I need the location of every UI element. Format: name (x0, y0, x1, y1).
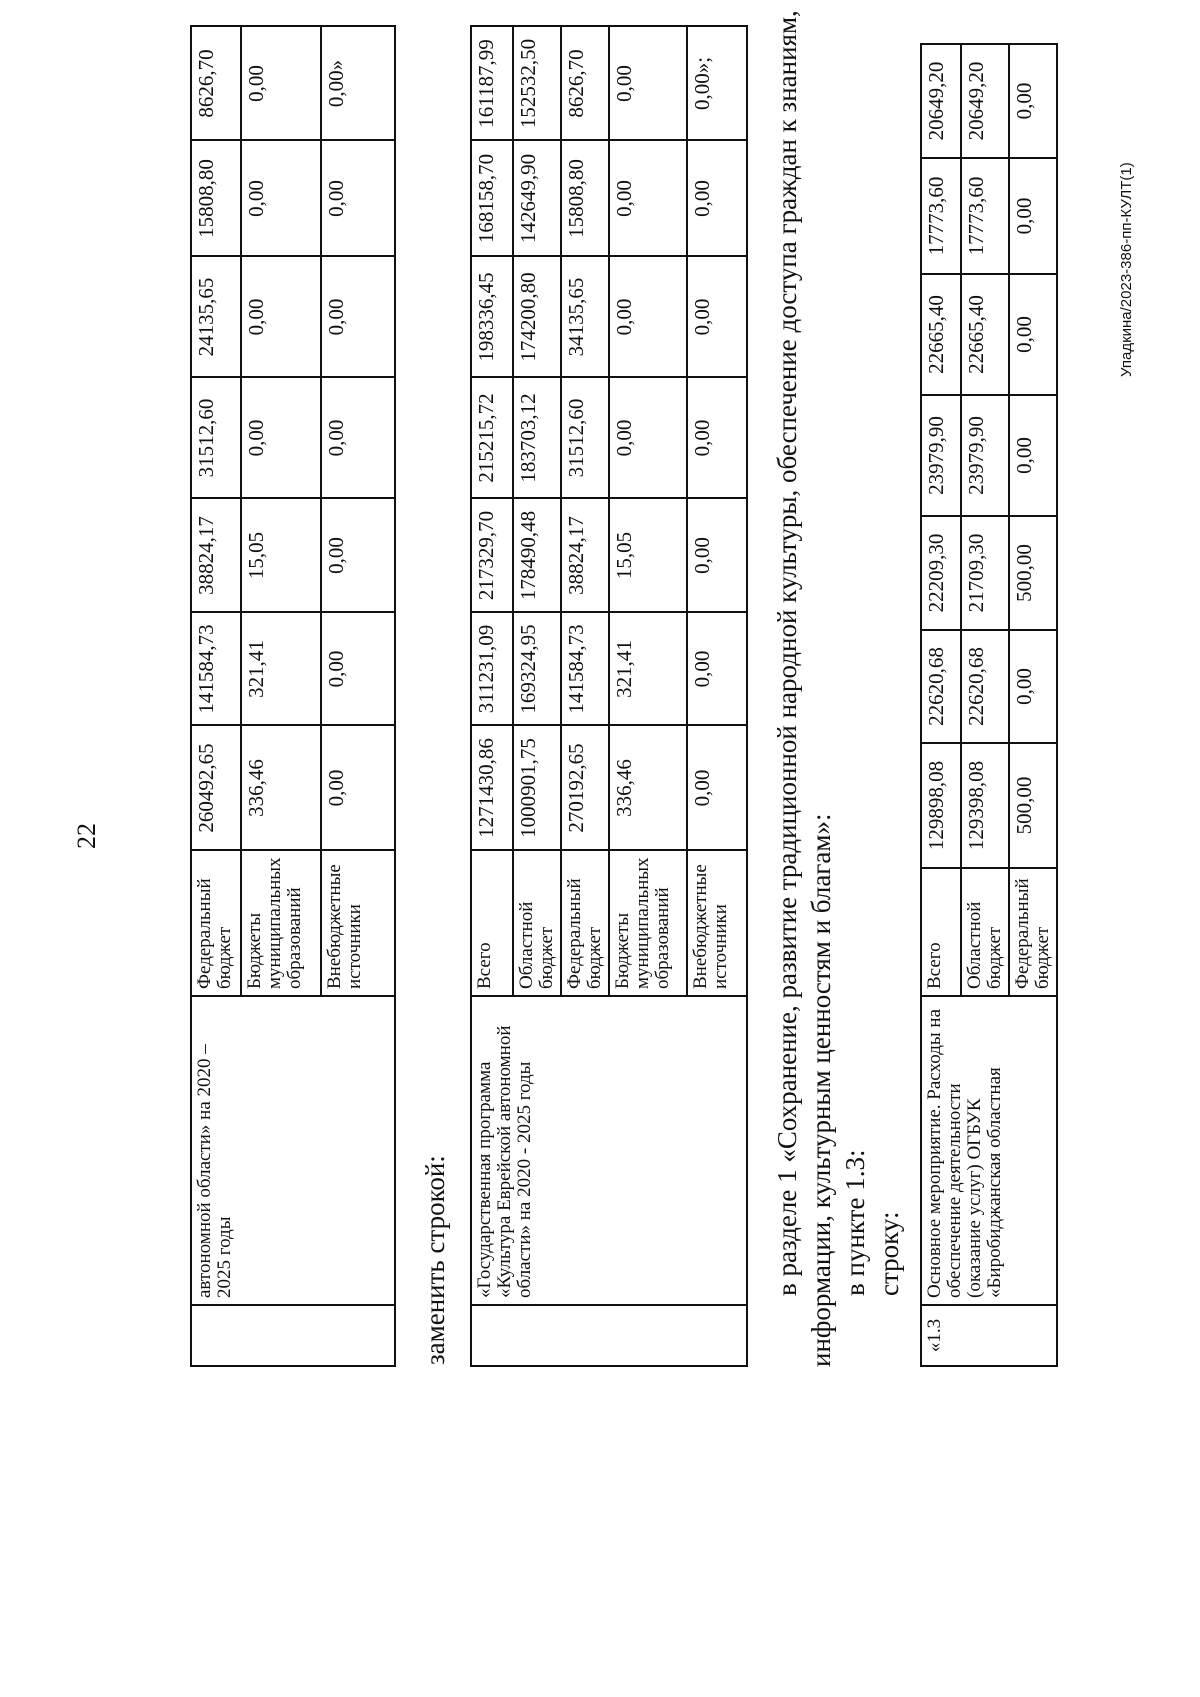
document-footer: Упадкина/2023-386-пп-КУЛТ(1) (1118, 162, 1135, 377)
table-cell-empty (191, 1305, 395, 1366)
value-cell: 17773,60 (961, 158, 1009, 274)
source-cell: Областной бюджет (961, 868, 1009, 996)
value-cell: 15808,80 (191, 140, 241, 256)
value-cell: 0,00 (321, 612, 395, 725)
value-cell: 1000901,75 (513, 725, 561, 850)
source-cell: Областной бюджет (513, 850, 561, 996)
table-row (191, 26, 241, 1366)
value-cell: 129398,08 (961, 743, 1009, 868)
value-cell: 0,00» (321, 26, 395, 140)
value-cell: 15808,80 (561, 140, 609, 256)
value-cell: 0,00 (687, 498, 747, 612)
value-cell: 174200,80 (513, 256, 561, 377)
value-cell: 0,00 (687, 256, 747, 377)
budget-table-new (470, 25, 748, 1367)
value-cell: 169324,95 (513, 612, 561, 725)
value-cell: 336,46 (241, 725, 321, 850)
value-cell: 217329,70 (471, 498, 513, 612)
value-cell: 500,00 (1009, 743, 1057, 868)
source-cell: Всего (471, 850, 513, 996)
value-cell: 183703,12 (513, 377, 561, 498)
value-cell: 0,00 (321, 498, 395, 612)
value-cell: 0,00 (609, 26, 687, 140)
section-text-line: в пункте 1.3: (840, 1149, 870, 1296)
value-cell: 0,00 (1009, 630, 1057, 743)
value-cell: 0,00 (241, 377, 321, 498)
value-cell: 8626,70 (561, 26, 609, 140)
value-cell: 0,00 (609, 377, 687, 498)
source-cell: Бюджеты муниципальных образований (609, 850, 687, 996)
activity-table (920, 43, 1058, 1367)
value-cell: 0,00 (687, 140, 747, 256)
value-cell: 129898,08 (921, 743, 961, 868)
value-cell: 22620,68 (961, 630, 1009, 743)
value-cell: 0,00 (1009, 44, 1057, 158)
value-cell: 0,00 (1009, 395, 1057, 516)
table-row (921, 44, 961, 1366)
value-cell: 141584,73 (561, 612, 609, 725)
value-cell: 21709,30 (961, 516, 1009, 630)
value-cell: 0,00 (1009, 158, 1057, 274)
replace-text: заменить строкой: (420, 1155, 450, 1365)
value-cell: 24135,65 (191, 256, 241, 377)
value-cell: 0,00 (241, 256, 321, 377)
value-cell: 20649,20 (961, 44, 1009, 158)
value-cell: 0,00 (241, 140, 321, 256)
value-cell: 0,00 (687, 377, 747, 498)
source-cell: Федеральный бюджет (1009, 868, 1057, 996)
value-cell: 0,00 (241, 26, 321, 140)
value-cell: 0,00 (609, 140, 687, 256)
value-cell: 168158,70 (471, 140, 513, 256)
budget-table-old (190, 25, 396, 1367)
value-cell: 15,05 (609, 498, 687, 612)
value-cell: 142649,90 (513, 140, 561, 256)
value-cell: 38824,17 (191, 498, 241, 612)
value-cell: 215215,72 (471, 377, 513, 498)
value-cell: 22209,30 (921, 516, 961, 630)
value-cell: 0,00 (687, 725, 747, 850)
value-cell: 22620,68 (921, 630, 961, 743)
value-cell: 321,41 (241, 612, 321, 725)
value-cell: 198336,45 (471, 256, 513, 377)
value-cell: 23979,90 (921, 395, 961, 516)
source-cell: Внебюджетные источники (687, 850, 747, 996)
value-cell: 0,00 (321, 377, 395, 498)
value-cell: 34135,65 (561, 256, 609, 377)
value-cell: 0,00 (321, 140, 395, 256)
value-cell: 0,00 (609, 256, 687, 377)
value-cell: 141584,73 (191, 612, 241, 725)
section-text-line: в разделе 1 «Сохранение, развитие традиционной народной культуры, обеспечение доступа граждан к знаниям, (772, 10, 802, 1296)
source-cell: Всего (921, 868, 961, 996)
section-text-line: информации, культурным ценностям и благам»: (806, 813, 836, 1367)
value-cell: 0,00 (687, 612, 747, 725)
value-cell: 0,00 (321, 256, 395, 377)
value-cell: 178490,48 (513, 498, 561, 612)
program-name-cell: «Государственная программа «Культура Еврейской автономной области» на 2020 - 2025 годы (471, 996, 747, 1305)
value-cell: 15,05 (241, 498, 321, 612)
section-text-line: строку: (874, 1211, 904, 1296)
value-cell: 270192,65 (561, 725, 609, 850)
value-cell: 1271430,86 (471, 725, 513, 850)
value-cell: 0,00»; (687, 26, 747, 140)
item-number-cell: «1.3 (921, 1305, 1057, 1366)
value-cell: 321,41 (609, 612, 687, 725)
value-cell: 500,00 (1009, 516, 1057, 630)
value-cell: 31512,60 (561, 377, 609, 498)
value-cell: 8626,70 (191, 26, 241, 140)
value-cell: 23979,90 (961, 395, 1009, 516)
source-cell: Внебюджетные источники (321, 850, 395, 996)
source-cell: Федеральный бюджет (561, 850, 609, 996)
value-cell: 0,00 (1009, 274, 1057, 395)
value-cell: 17773,60 (921, 158, 961, 274)
value-cell: 260492,65 (191, 725, 241, 850)
source-cell: Федеральный бюджет (191, 850, 241, 996)
value-cell: 20649,20 (921, 44, 961, 158)
value-cell: 22665,40 (961, 274, 1009, 395)
value-cell: 0,00 (321, 725, 395, 850)
value-cell: 152532,50 (513, 26, 561, 140)
table-row (471, 26, 513, 1366)
value-cell: 311231,09 (471, 612, 513, 725)
value-cell: 22665,40 (921, 274, 961, 395)
source-cell: Бюджеты муниципальных образований (241, 850, 321, 996)
value-cell: 336,46 (609, 725, 687, 850)
value-cell: 31512,60 (191, 377, 241, 498)
activity-name-cell: Основное мероприятие. Расходы на обеспечение деятельности (оказание услуг) ОГБУК «Биробиджанская областная (921, 996, 1057, 1305)
table-cell-empty (471, 1305, 747, 1366)
page-number: 22 (72, 823, 101, 849)
program-name-cell: автономной области» на 2020 – 2025 годы (191, 996, 395, 1305)
value-cell: 38824,17 (561, 498, 609, 612)
value-cell: 161187,99 (471, 26, 513, 140)
